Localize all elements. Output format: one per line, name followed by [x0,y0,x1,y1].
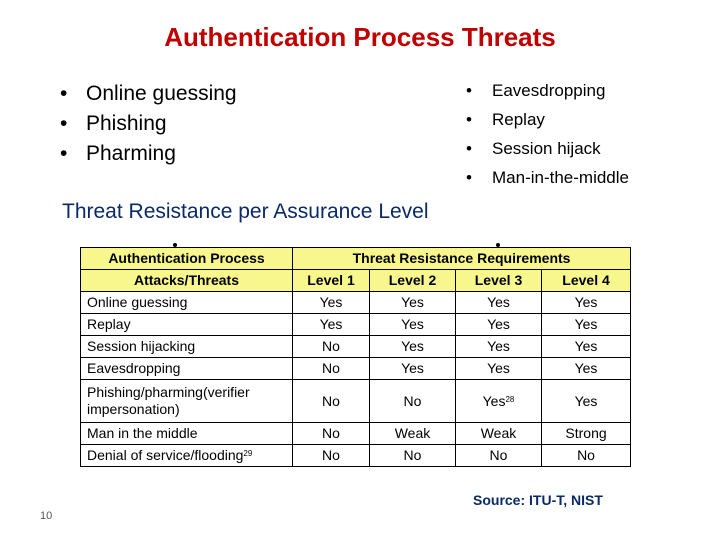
resistance-value: Yes [574,316,598,332]
resistance-value: Strong [565,425,607,441]
table-row [81,336,631,358]
resistance-value: Yes [487,360,510,376]
resistance-value: No [403,392,422,409]
threat-name-cell [81,314,293,336]
resistance-value-cell [293,292,370,314]
resistance-value-cell [542,358,631,380]
slide-title: Authentication Process Threats [164,22,556,52]
resistance-value: Yes [401,294,424,310]
resistance-value-cell [370,292,456,314]
resistance-value: No [403,447,422,463]
threat-table-container [80,247,630,467]
threat-name-cell [81,380,293,423]
threat-name: Phishing/pharming(verifier impersonation) [87,384,250,417]
resistance-value-cell [456,380,542,423]
resistance-value-cell [293,358,370,380]
resistance-value-cell [542,336,631,358]
resistance-value: Yes [574,360,598,376]
section-subtitle: Threat Resistance per Assurance Level [62,200,429,223]
resistance-value: No [489,447,508,463]
header-resistance-requirements: Threat Resistance Requirements [293,248,631,270]
bullet-item: • Eavesdropping [466,76,629,105]
bullet-item: • Phishing [60,109,237,139]
resistance-value: Yes [319,316,343,332]
threat-resistance-table [80,247,631,467]
threat-name: Denial of service/flooding [87,447,244,463]
table-row [81,380,631,423]
resistance-value-cell [456,336,542,358]
threat-name: Replay [87,316,131,332]
threat-name-cell [81,336,293,358]
bullet-item: • Replay [466,105,629,134]
bullet-item: • Man-in-the-middle [466,163,629,192]
resistance-value-cell [542,445,631,467]
resistance-value: Weak [480,425,517,441]
resistance-value-cell [542,423,631,445]
resistance-value-cell [456,292,542,314]
resistance-value-cell [370,336,456,358]
resistance-value-cell [370,423,456,445]
resistance-value: No [322,392,340,409]
threat-name-cell [81,423,293,445]
resistance-value-cell [370,314,456,336]
threat-name: Online guessing [87,294,188,310]
resistance-value-cell [293,380,370,423]
resistance-value: Yes [574,392,598,409]
table-row [81,314,631,336]
table-row [81,358,631,380]
resistance-value-cell [456,314,542,336]
threat-name-cell [81,292,293,314]
left-bullet-list [60,79,237,169]
threat-name-cell [81,445,293,467]
resistance-value: Yes [487,338,510,354]
resistance-value-cell [293,423,370,445]
resistance-value: Weak [394,425,431,441]
resistance-value-cell [456,358,542,380]
resistance-value: Yes [319,294,343,310]
bullet-item: • Session hijack [466,134,629,163]
table-row [81,423,631,445]
resistance-value: Yes [482,392,506,409]
table-row [81,445,631,467]
table-row [81,292,631,314]
resistance-value-cell [542,314,631,336]
resistance-value-cell [370,445,456,467]
bullet-item: • Online guessing [60,79,237,109]
resistance-value-cell [370,358,456,380]
resistance-value: No [322,425,340,441]
resistance-value-cell [293,445,370,467]
resistance-value: Yes [574,338,598,354]
resistance-value: No [322,338,340,354]
resistance-value: Yes [574,294,598,310]
resistance-value-cell [293,314,370,336]
resistance-value-cell [542,292,631,314]
header-level: Level 2 [370,270,456,292]
resistance-value-cell [456,423,542,445]
resistance-value: Yes [487,294,510,310]
resistance-value: No [577,447,595,463]
bullet-item: • Pharming [60,139,237,169]
resistance-value: Yes [401,316,424,332]
header-auth-process: Authentication Process [81,248,293,270]
resistance-value-cell [456,445,542,467]
resistance-value: Yes [487,316,510,332]
resistance-value: Yes [401,338,424,354]
threat-name: Session hijacking [87,338,196,354]
header-level: Level 3 [456,270,542,292]
resistance-value: No [322,360,340,376]
threat-name-cell [81,358,293,380]
footnote-ref: 29 [243,449,253,458]
resistance-value-cell [542,380,631,423]
header-attacks-threats: Attacks/Threats [81,270,293,292]
resistance-value-cell [293,336,370,358]
threat-name: Man in the middle [87,425,198,441]
page-number: 10 [40,510,53,522]
footnote-ref: 28 [505,394,515,404]
header-level: Level 1 [293,270,370,292]
right-bullet-list [466,76,629,192]
resistance-value: Yes [401,360,424,376]
resistance-value-cell [370,380,456,423]
header-level: Level 4 [542,270,631,292]
source-note: Source: ITU-T, NIST [473,492,603,508]
threat-name: Eavesdropping [87,360,181,376]
resistance-value: No [322,447,340,463]
